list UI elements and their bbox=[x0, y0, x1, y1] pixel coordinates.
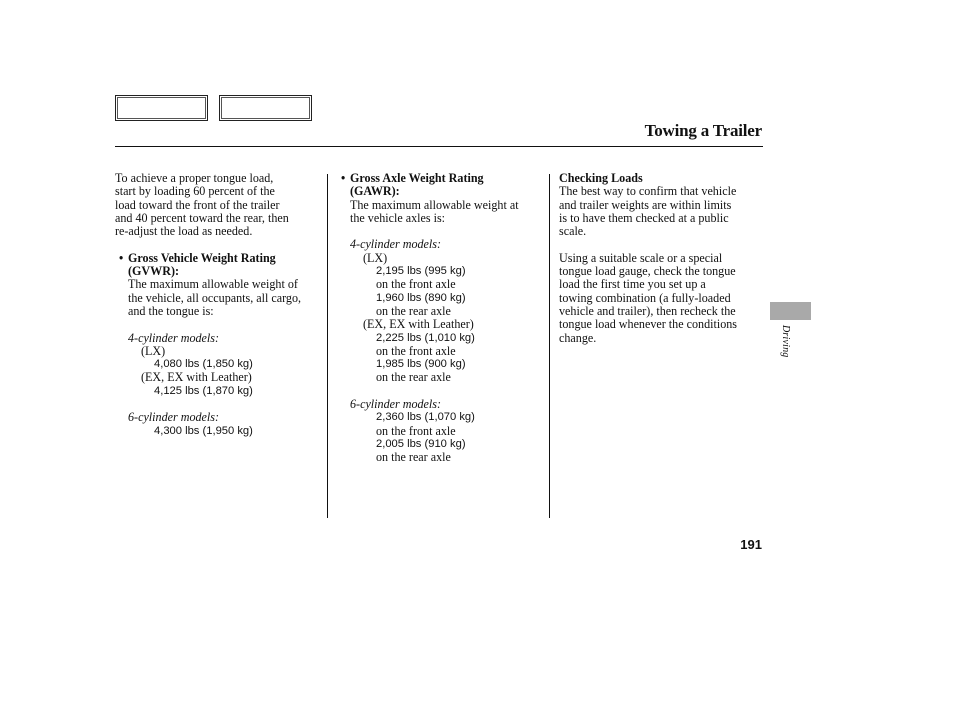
front-axle-label: on the front axle bbox=[376, 277, 456, 292]
column-3 bbox=[559, 172, 737, 345]
four-cylinder-label: 4-cylinder models: bbox=[350, 237, 442, 252]
intro-line: start by loading 60 percent of the bbox=[115, 184, 275, 199]
para-line: is to have them checked at a public bbox=[559, 210, 729, 225]
gawr-heading: • Gross Axle Weight Rating bbox=[341, 171, 484, 185]
para-line: and trailer weights are within limits bbox=[559, 197, 732, 212]
column-divider bbox=[549, 174, 550, 518]
para-line: tongue load gauge, check the tongue bbox=[559, 264, 736, 279]
intro-line: and 40 percent toward the rear, then bbox=[115, 210, 289, 225]
gawr-ex-front: 2,225 lbs (1,010 kg) bbox=[376, 331, 475, 344]
rear-axle-label: on the rear axle bbox=[376, 303, 451, 318]
column-1 bbox=[115, 172, 301, 438]
para-line: load the first time you set up a bbox=[559, 277, 706, 292]
bullet-icon: • bbox=[119, 250, 124, 265]
gawr-lx-rear: 1,960 lbs (890 kg) bbox=[376, 291, 466, 304]
gawr-body-line: the vehicle axles is: bbox=[350, 210, 446, 225]
page-number: 191 bbox=[740, 537, 762, 552]
front-axle-label: on the front axle bbox=[376, 423, 456, 438]
para-line: Using a suitable scale or a special bbox=[559, 250, 723, 265]
para-line: change. bbox=[559, 330, 597, 345]
intro-line: load toward the front of the trailer bbox=[115, 197, 280, 212]
para-line: The best way to confirm that vehicle bbox=[559, 184, 737, 199]
rear-axle-label: on the rear axle bbox=[376, 450, 451, 465]
page-title: Towing a Trailer bbox=[644, 121, 762, 140]
gvwr-lx-value: 4,080 lbs (1,850 kg) bbox=[154, 358, 253, 371]
four-cylinder-label: 4-cylinder models: bbox=[128, 330, 220, 345]
gawr-ex-rear: 1,985 lbs (900 kg) bbox=[376, 358, 466, 371]
section-label: Driving bbox=[780, 325, 791, 358]
header-rule bbox=[115, 146, 763, 147]
gawr-lx-front: 2,195 lbs (995 kg) bbox=[376, 265, 466, 278]
next-page-button[interactable] bbox=[219, 95, 312, 121]
para-line: towing combination (a fully-loaded bbox=[559, 290, 731, 305]
trim-ex: (EX, EX with Leather) bbox=[363, 317, 474, 332]
gawr-heading-cont: (GAWR): bbox=[350, 184, 400, 199]
gawr-body-line: The maximum allowable weight at bbox=[350, 197, 519, 212]
para-line: tongue load whenever the conditions bbox=[559, 317, 737, 332]
gvwr-heading: • Gross Vehicle Weight Rating bbox=[119, 250, 276, 265]
gvwr-heading-cont: (GVWR): bbox=[128, 264, 180, 279]
gawr-six-front: 2,360 lbs (1,070 kg) bbox=[376, 411, 475, 424]
gvwr-body-line: The maximum allowable weight of bbox=[128, 277, 298, 292]
gvwr-ex-value: 4,125 lbs (1,870 kg) bbox=[154, 384, 253, 397]
gawr-six-rear: 2,005 lbs (910 kg) bbox=[376, 437, 466, 450]
checking-loads-heading: Checking Loads bbox=[559, 171, 643, 185]
front-axle-label: on the front axle bbox=[376, 343, 456, 358]
column-divider bbox=[327, 174, 328, 518]
gvwr-body-line: the vehicle, all occupants, all cargo, bbox=[128, 290, 302, 305]
para-line: scale. bbox=[559, 224, 587, 239]
section-tab[interactable] bbox=[770, 302, 811, 320]
gvwr-six-value: 4,300 lbs (1,950 kg) bbox=[154, 424, 253, 437]
trim-lx: (LX) bbox=[141, 343, 166, 358]
six-cylinder-label: 6-cylinder models: bbox=[128, 410, 220, 425]
column-2 bbox=[337, 172, 519, 465]
trim-lx: (LX) bbox=[363, 250, 388, 265]
rear-axle-label: on the rear axle bbox=[376, 370, 451, 385]
bullet-icon: • bbox=[341, 171, 346, 185]
six-cylinder-label: 6-cylinder models: bbox=[350, 397, 442, 412]
intro-line: To achieve a proper tongue load, bbox=[115, 171, 274, 185]
previous-page-button[interactable] bbox=[115, 95, 208, 121]
trim-ex: (EX, EX with Leather) bbox=[141, 370, 252, 385]
gvwr-body-line: and the tongue is: bbox=[128, 303, 214, 318]
para-line: vehicle and trailer), then recheck the bbox=[559, 303, 736, 318]
intro-line: re-adjust the load as needed. bbox=[115, 224, 253, 239]
